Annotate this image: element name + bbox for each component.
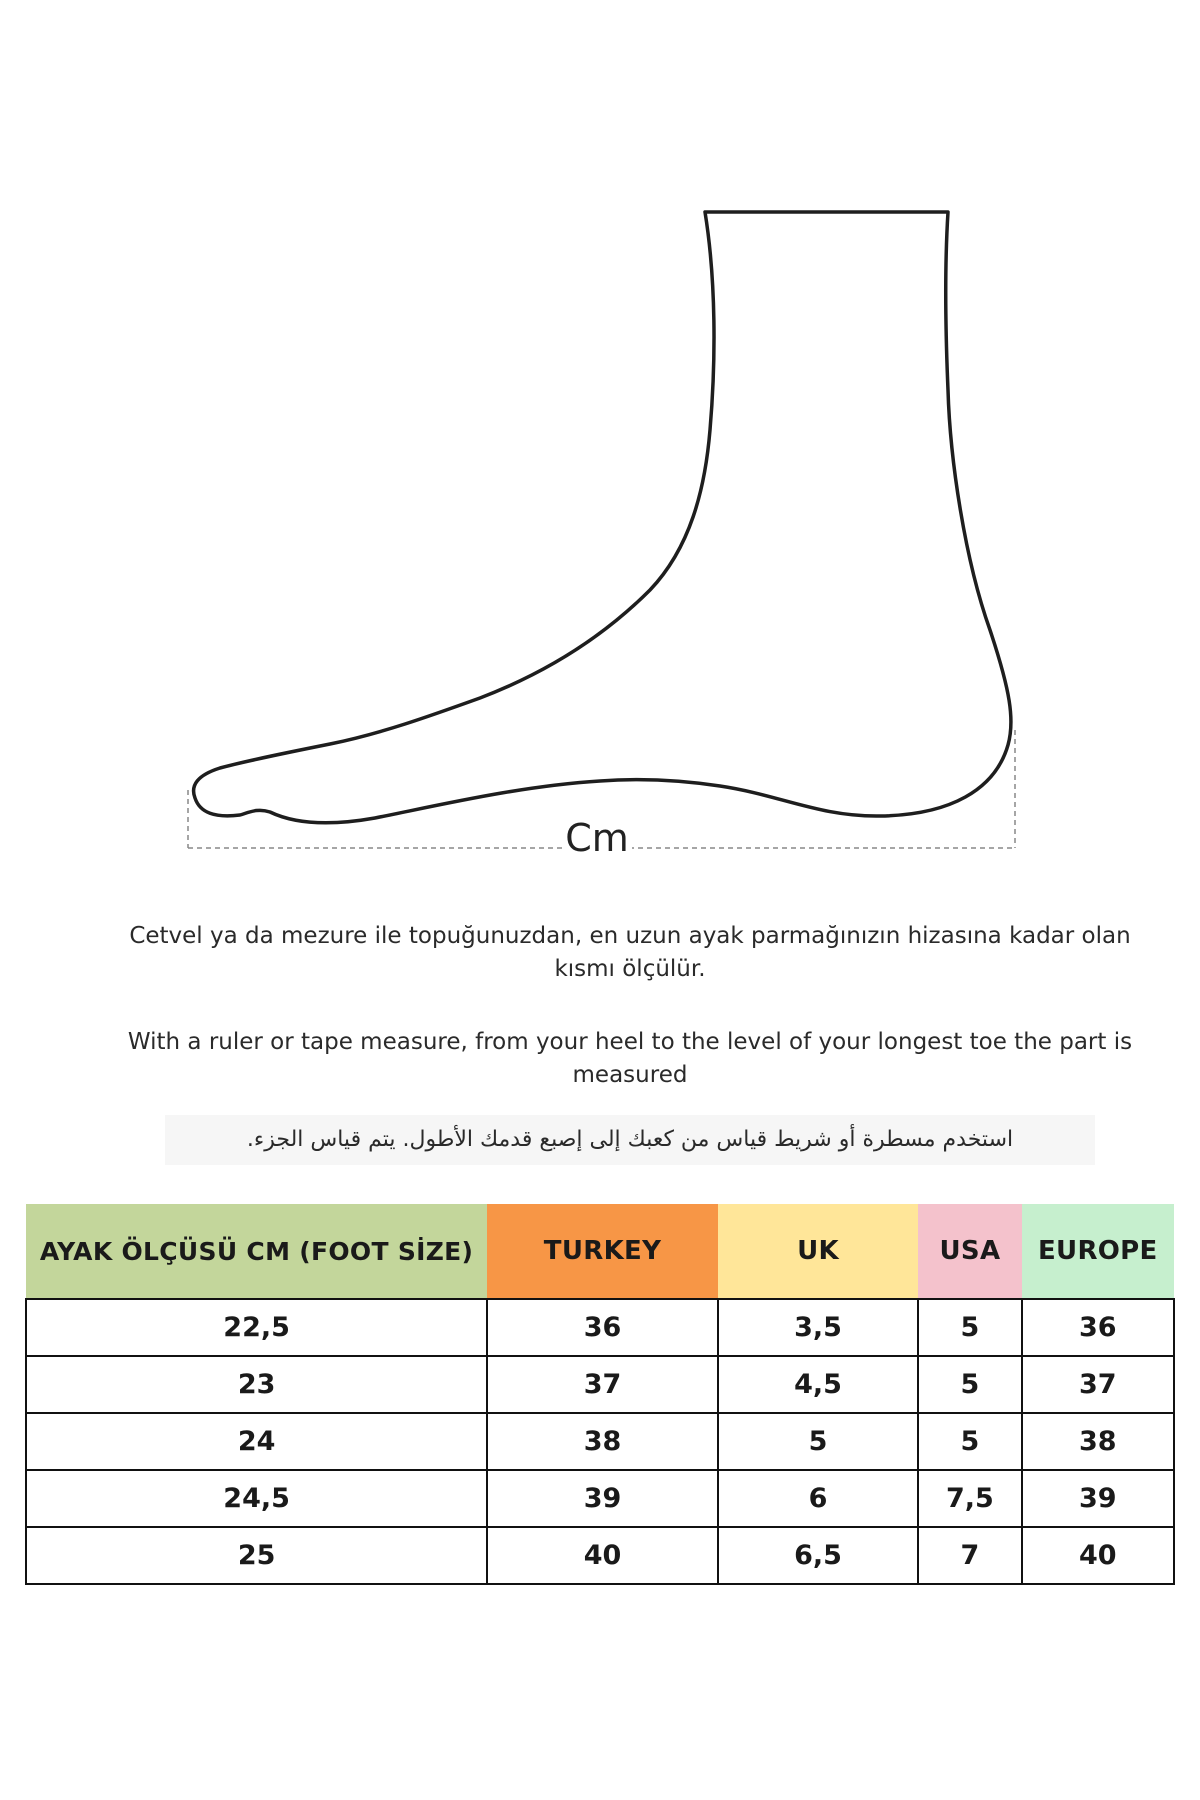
cell-uk: 4,5 (718, 1356, 919, 1413)
header-europe: EUROPE (1022, 1204, 1174, 1299)
measure-label: Cm (562, 816, 632, 860)
table-row (26, 1356, 1174, 1413)
table-row (26, 1299, 1174, 1356)
table-row (26, 1527, 1174, 1584)
cell-turkey: 36 (487, 1299, 718, 1356)
cell-usa: 5 (918, 1356, 1021, 1413)
cell-uk: 5 (718, 1413, 919, 1470)
cell-turkey: 37 (487, 1356, 718, 1413)
size-chart-table (25, 1204, 1175, 1585)
header-usa: USA (918, 1204, 1021, 1299)
header-foot-size: AYAK ÖLÇÜSÜ CM (FOOT SİZE) (26, 1204, 487, 1299)
cell-usa: 5 (918, 1413, 1021, 1470)
table-row (26, 1413, 1174, 1470)
cell-foot-size: 24,5 (26, 1470, 487, 1527)
table-row (26, 1470, 1174, 1527)
instruction-english: With a ruler or tape measure, from your heel to the level of your longest toe the part is measured (127, 1029, 1133, 1088)
cell-europe: 39 (1022, 1470, 1174, 1527)
cell-turkey: 39 (487, 1470, 718, 1527)
instruction-turkish: Cetvel ya da mezure ile topuğunuzdan, en uzun ayak parmağınızın hizasına kadar olan kısmı ölçülür. (129, 923, 1131, 982)
cell-europe: 40 (1022, 1527, 1174, 1584)
cell-uk: 3,5 (718, 1299, 919, 1356)
foot-outline (194, 212, 1011, 823)
cell-foot-size: 23 (26, 1356, 487, 1413)
cell-usa: 7 (918, 1527, 1021, 1584)
table-header-row (26, 1204, 1174, 1299)
cell-europe: 36 (1022, 1299, 1174, 1356)
cell-uk: 6,5 (718, 1527, 919, 1584)
cell-europe: 38 (1022, 1413, 1174, 1470)
cell-usa: 5 (918, 1299, 1021, 1356)
cell-foot-size: 25 (26, 1527, 487, 1584)
cell-turkey: 38 (487, 1413, 718, 1470)
cell-uk: 6 (718, 1470, 919, 1527)
cell-europe: 37 (1022, 1356, 1174, 1413)
cell-foot-size: 22,5 (26, 1299, 487, 1356)
header-uk: UK (718, 1204, 919, 1299)
cell-usa: 7,5 (918, 1470, 1021, 1527)
header-turkey: TURKEY (487, 1204, 718, 1299)
cell-turkey: 40 (487, 1527, 718, 1584)
instruction-arabic: استخدم مسطرة أو شريط قياس من كعبك إلى إصبع قدمك الأطول. يتم قياس الجزء. (165, 1115, 1095, 1165)
cell-foot-size: 24 (26, 1413, 487, 1470)
